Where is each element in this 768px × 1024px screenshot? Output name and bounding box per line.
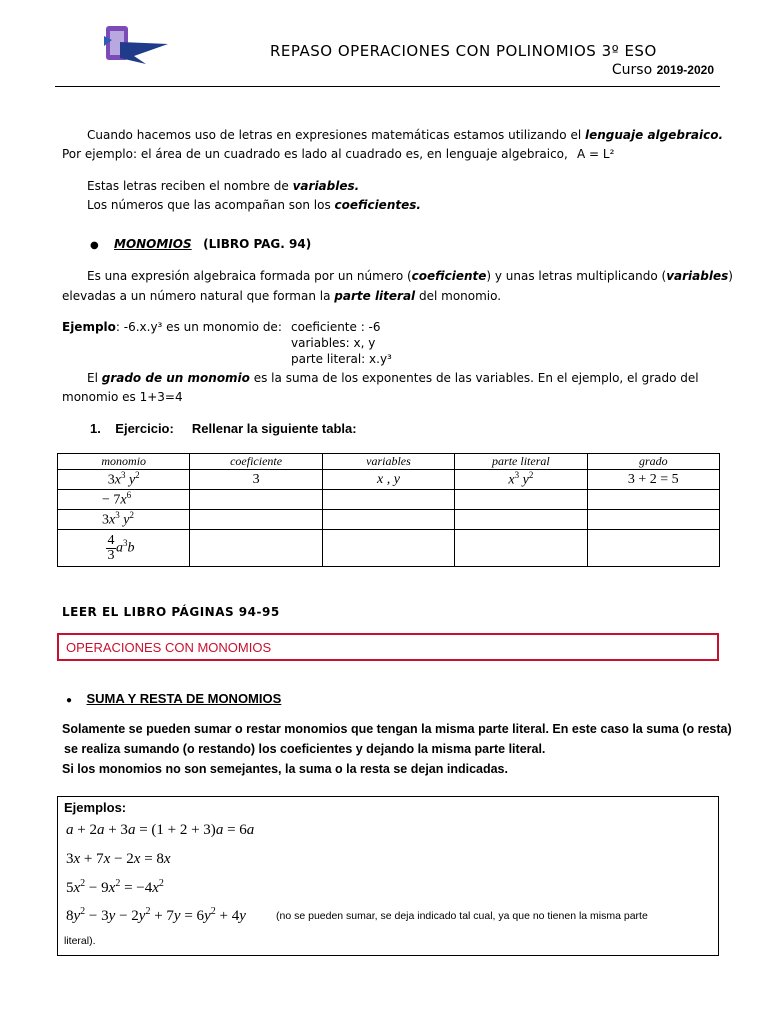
cell-empty[interactable] xyxy=(322,530,454,567)
operaciones-box xyxy=(57,633,719,661)
cell-empty[interactable] xyxy=(455,510,587,530)
area-formula: A = L² xyxy=(577,147,615,161)
document-title: REPASO OPERACIONES CON POLINOMIOS 3º ESO xyxy=(270,42,657,60)
header-variables: variables xyxy=(322,454,454,470)
cell-parte-literal: $x^3$ $y^2$ xyxy=(455,470,587,490)
intro-paragraph-2: Por ejemplo: el área de un cuadrado es lado al cuadrado es, en lenguaje algebraico, xyxy=(62,147,568,161)
cell-empty[interactable] xyxy=(455,530,587,567)
cell-coeficiente: 3 xyxy=(190,470,322,490)
cell-empty[interactable] xyxy=(587,490,719,510)
intro-paragraph-1: Cuando hacemos uso de letras en expresiones matemáticas estamos utilizando el lenguaje algebraico. xyxy=(87,128,724,142)
cell-empty[interactable] xyxy=(455,490,587,510)
ejemplo-note: (no se pueden sumar, se deja indicado tal cual, ya que no tienen la misma parte xyxy=(276,910,648,922)
grado-example: monomio es 1+3=4 xyxy=(62,390,183,404)
ejemplo-formula-2: 3x + 7x − 2x = 8x xyxy=(66,851,171,867)
cell-monomio: $3x^3$ $y^2$ xyxy=(58,510,190,530)
header-coeficiente: coeficiente xyxy=(190,454,322,470)
monomio-definition: Es una expresión algebraica formada por un número (coeficiente) y unas letras multiplicando (variables) xyxy=(87,269,733,283)
ejemplos-title: Ejemplos: xyxy=(64,800,127,815)
ejemplo-formula-3: $5x^2 - 9x^2 = -4x^2$ xyxy=(66,878,164,896)
ejemplo-formula-1: a + 2a + 3a = (1 + 2 + 3)a = 6a xyxy=(66,822,255,838)
cell-empty[interactable] xyxy=(587,530,719,567)
ejemplo-coeficiente: coeficiente : -6 xyxy=(291,320,381,334)
suma-text-1: Solamente se pueden sumar o restar monomios que tengan la misma parte literal. En este caso la suma (o resta) xyxy=(62,722,732,736)
cell-monomio: $3x^3$ $y^2$ xyxy=(58,470,190,490)
cell-empty[interactable] xyxy=(587,510,719,530)
table-row xyxy=(58,530,720,567)
ejemplo-formula-4: $8y^2 - 3y - 2y^2 + 7y = 6y^2 + 4y$ xyxy=(66,906,246,924)
table-row xyxy=(58,470,720,490)
leer-libro: LEER EL LIBRO PÁGINAS 94-95 xyxy=(62,605,280,619)
course-year: Curso 2019-2020 xyxy=(611,62,714,78)
intro-paragraph-4: Los números que las acompañan son los coeficientes. xyxy=(87,198,421,212)
suma-text-2: se realiza sumando (o restando) los coeficientes y dejando la misma parte literal. xyxy=(64,742,546,756)
header-divider xyxy=(55,86,720,87)
cell-empty[interactable] xyxy=(322,510,454,530)
ejemplo-note-2: literal). xyxy=(64,935,96,947)
ejemplo-parte-literal: parte literal: x.y³ xyxy=(291,352,392,366)
cell-variables: x , y xyxy=(322,470,454,490)
monomio-definition-line2: elevadas a un número natural que forman la parte literal del monomio. xyxy=(62,289,502,303)
table-row xyxy=(58,490,720,510)
cell-monomio: − $7x^6$ xyxy=(58,490,190,510)
header-grado: grado xyxy=(587,454,719,470)
suma-heading: ● SUMA Y RESTA DE MONOMIOS xyxy=(66,691,282,706)
ejemplo-variables: variables: x, y xyxy=(291,336,376,350)
exercise-heading: 1. Ejercicio: Rellenar la siguiente tabla: xyxy=(90,421,357,436)
cell-empty[interactable] xyxy=(322,490,454,510)
intro-paragraph-3: Estas letras reciben el nombre de variables. xyxy=(87,179,360,193)
cell-empty[interactable] xyxy=(190,530,322,567)
grado-definition: El grado de un monomio es la suma de los exponentes de las variables. En el ejemplo, el grado del xyxy=(87,371,699,385)
school-logo xyxy=(100,22,170,70)
header-monomio: monomio xyxy=(58,454,190,470)
ejemplos-box xyxy=(57,796,719,956)
monomios-heading: ● MONOMIOS (LIBRO PAG. 94) xyxy=(90,237,312,251)
suma-text-3: Si los monomios no son semejantes, la suma o la resta se dejan indicadas. xyxy=(62,762,508,776)
table-header-row xyxy=(58,454,720,470)
header-parte-literal: parte literal xyxy=(455,454,587,470)
cell-empty[interactable] xyxy=(190,490,322,510)
monomios-table xyxy=(57,453,720,567)
ejemplo-line: Ejemplo: -6.x.y³ es un monomio de: xyxy=(62,320,282,334)
cell-grado: 3 + 2 = 5 xyxy=(587,470,719,490)
operaciones-title: OPERACIONES CON MONOMIOS xyxy=(66,640,272,655)
cell-monomio: $\frac{4}{3}$ $a^3b$ xyxy=(58,530,190,567)
cell-empty[interactable] xyxy=(190,510,322,530)
table-row xyxy=(58,510,720,530)
